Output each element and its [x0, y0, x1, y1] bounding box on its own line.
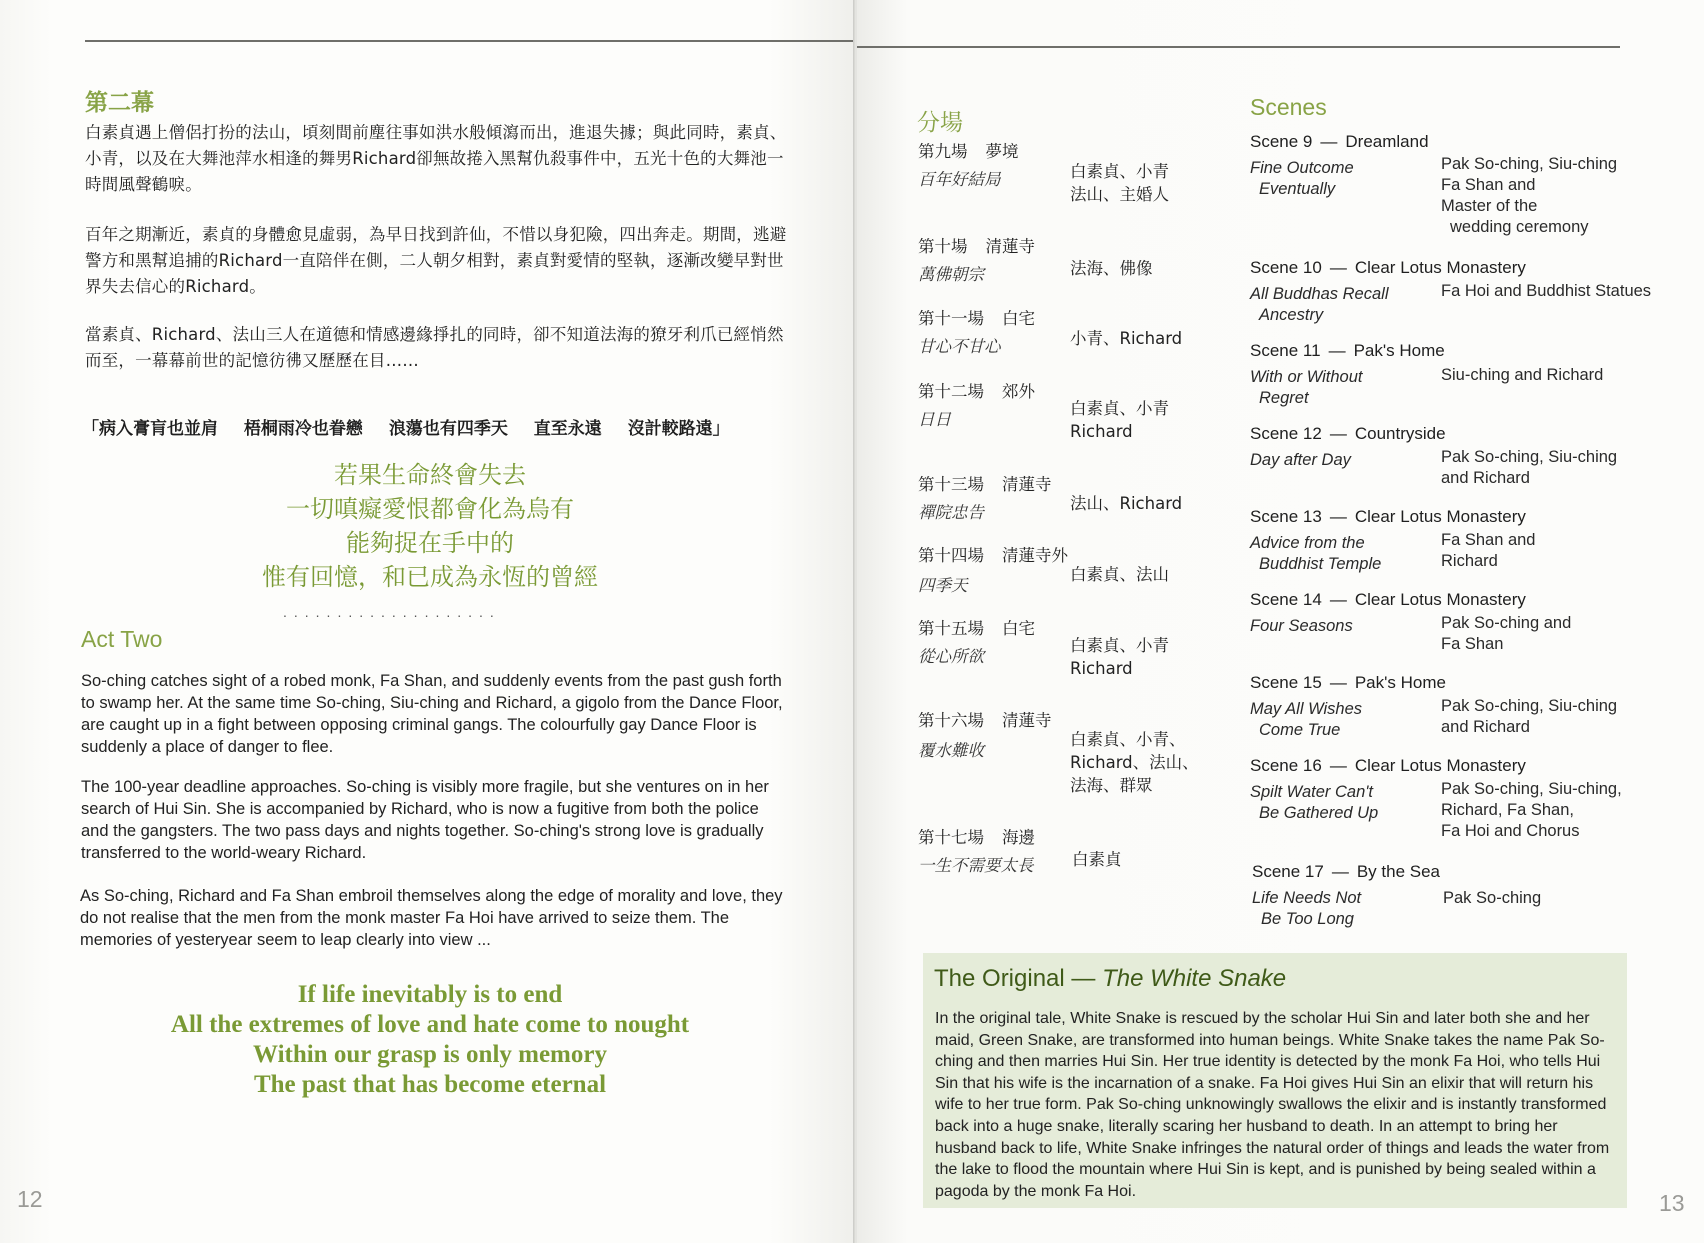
scene-place: By the Sea — [1356, 862, 1441, 881]
zh-scene-cast — [1070, 397, 1169, 443]
cast-line: 小青、Richard — [1070, 329, 1183, 348]
cast-line: Fa Shan and — [1441, 531, 1536, 549]
zh-scene-cast — [1070, 728, 1199, 797]
en-scene-title — [1250, 673, 1446, 693]
en-scene-subtitle — [1252, 888, 1361, 930]
cast-line: wedding ceremony — [1450, 218, 1589, 236]
cast-line: Master of the — [1441, 197, 1538, 215]
cast-line: Pak So-ching and — [1441, 614, 1572, 632]
zh-scene-item — [918, 617, 1035, 640]
scene-place: Clear Lotus Monastery — [1354, 258, 1526, 277]
en-scene-title — [1250, 258, 1526, 278]
scene-place: Clear Lotus Monastery — [1354, 507, 1526, 526]
zh-poem — [150, 458, 710, 594]
zh-scene-cast — [1070, 327, 1182, 350]
subtitle-line: Life Needs Not — [1252, 889, 1362, 907]
page-number-right: 13 — [1659, 1190, 1685, 1216]
zh-paragraph-2: 百年之期漸近，素貞的身體愈見虛弱，為早日找到許仙，不惜以身犯險，四出奔走。期間，逃避警方和黑幫追捕的Richard一直陪伴在側，二人朝夕相對，素貞對愛情的堅執，逐漸改變早對世界失去信心的Richard。 — [85, 225, 787, 296]
subtitle-line: Eventually — [1259, 180, 1336, 198]
en-scene-title — [1250, 756, 1526, 776]
zh-scene-number: 第十場 — [918, 237, 968, 256]
subtitle-line: Ancestry — [1259, 306, 1324, 324]
dash: — — [1328, 341, 1346, 360]
top-rule — [857, 46, 1620, 48]
en-scene-title — [1252, 862, 1440, 882]
scene-number: Scene 13 — [1250, 507, 1322, 526]
en-scene-title — [1250, 424, 1446, 444]
zh-scene-number: 第十一場 — [918, 309, 984, 328]
zh-paragraph-1: 白素貞遇上僧侶打扮的法山，頃刻間前塵往事如洪水般傾瀉而出，進退失據；與此同時，素貞、小青，以及在大舞池萍水相逢的舞男Richard卻無故捲入黑幫仇殺事件中，五光十色的大舞池一時間風聲鶴唳。 — [85, 123, 787, 194]
dash: — — [1329, 756, 1347, 775]
dash: — — [1329, 424, 1347, 443]
zh-scene-number: 第九場 — [918, 142, 968, 161]
cast-line: 白素貞、小青 — [1070, 399, 1169, 418]
en-scene-title — [1250, 507, 1526, 527]
cast-line: Fa Hoi and Chorus — [1441, 822, 1580, 840]
scene-number: Scene 15 — [1250, 673, 1322, 692]
en-paragraph-1: So-ching catches sight of a robed monk, Fa Shan, and suddenly events from the past gush forth to swamp her. At the same time So-ching, Siu-ching and Richard, a gigolo from the Dance Floor, are caught up in a fight between opposing criminal gangs. The colourfully gay Dance Floor is suddenly a place of danger to flee. — [81, 672, 783, 756]
poem-line: 惟有回憶，和已成為永恆的曾經 — [262, 563, 598, 591]
original-tale-title — [934, 965, 1286, 993]
zh-scene-cast — [1070, 563, 1169, 586]
en-scene-subtitle — [1250, 284, 1389, 326]
cast-line: 白素貞 — [1072, 850, 1122, 869]
zh-lyric-quote — [82, 414, 750, 439]
original-tale-box — [923, 953, 1627, 1208]
zh-scene-item — [918, 544, 1068, 567]
poem-line: All the extremes of love and hate come to nought — [170, 1011, 690, 1038]
lyric-phrase: 浪蕩也有四季天 — [388, 419, 508, 439]
poem-line: 一切嗔癡愛恨都會化為烏有 — [286, 495, 574, 523]
cast-line: Richard, Fa Shan, — [1441, 801, 1574, 819]
zh-scene-subtitle: 一生不需要太長 — [918, 856, 1034, 875]
cast-line: Richard、法山、 — [1070, 753, 1199, 772]
en-scene-cast — [1443, 888, 1541, 909]
subtitle-line: With or Without — [1250, 368, 1363, 386]
zh-scene-item — [918, 709, 1052, 732]
cast-line: Pak So-ching, Siu-ching — [1441, 697, 1618, 715]
scene-number: Scene 16 — [1250, 756, 1322, 775]
en-scene-cast — [1441, 154, 1617, 238]
en-scene-subtitle — [1250, 782, 1378, 824]
poem-line: 能夠捉在手中的 — [346, 529, 514, 557]
en-poem — [110, 980, 750, 1100]
cast-line: and Richard — [1441, 718, 1530, 736]
subtitle-line: Buddhist Temple — [1259, 555, 1382, 573]
zh-scene-item — [918, 380, 1035, 403]
scene-place: Pak's Home — [1353, 341, 1445, 360]
zh-scene-item — [918, 307, 1035, 330]
dash: — — [1329, 673, 1347, 692]
subtitle-line: Advice from the — [1250, 534, 1365, 552]
cast-line: 法山、Richard — [1070, 494, 1183, 513]
en-scene-title — [1250, 590, 1526, 610]
scene-number: Scene 17 — [1252, 862, 1324, 881]
dash: — — [1329, 590, 1347, 609]
top-rule — [85, 40, 855, 42]
en-scene-cast — [1441, 613, 1571, 655]
cast-line: 白素貞、小青、 — [1070, 730, 1186, 749]
zh-scene-place: 白宅 — [1002, 619, 1035, 638]
zh-scene-item — [918, 235, 1035, 258]
zh-scene-subtitle: 四季天 — [918, 576, 968, 595]
en-scene-cast — [1441, 365, 1603, 386]
en-scene-subtitle — [1250, 616, 1353, 637]
subtitle-line: Four Seasons — [1250, 617, 1353, 635]
zh-scene-place: 夢境 — [985, 142, 1019, 161]
scene-place: Pak's Home — [1354, 673, 1446, 692]
cast-line: Pak So-ching — [1443, 889, 1542, 907]
zh-scene-number: 第十四場 — [918, 546, 984, 565]
scene-number: Scene 11 — [1250, 341, 1321, 360]
zh-scene-subtitle: 覆水難收 — [918, 741, 984, 760]
zh-scene-cast — [1070, 492, 1182, 515]
page-number-left: 12 — [17, 1186, 43, 1212]
scene-number: Scene 14 — [1250, 590, 1322, 609]
zh-paragraph-3: 當素貞、Richard、法山三人在道德和情感邊緣掙扎的同時，卻不知道法海的獠牙利爪已經悄然而至，一幕幕前世的記憶彷彿又歷歷在目…… — [85, 325, 784, 370]
zh-scene-subtitle: 百年好結局 — [918, 170, 1001, 189]
poem-line: 若果生命終會失去 — [334, 461, 526, 489]
zh-scene-cast — [1070, 160, 1169, 206]
subtitle-line: Day after Day — [1250, 451, 1351, 469]
zh-scene-place: 清蓮寺 — [1002, 711, 1052, 730]
zh-scene-place: 清蓮寺 — [985, 237, 1035, 256]
zh-scene-cast — [1072, 848, 1122, 871]
zh-scene-item — [918, 473, 1052, 496]
cast-line: 白素貞、小青 — [1070, 636, 1169, 655]
dotted-separator: .................... — [283, 604, 501, 620]
en-scene-title — [1250, 132, 1429, 152]
zh-scene-number: 第十七場 — [918, 828, 984, 847]
cast-line: Fa Shan and — [1441, 176, 1536, 194]
original-tale-text: In the original tale, White Snake is rescued by the scholar Hui Sin and later both she and her maid, Green Snake, are transformed into human beings. White Snake takes the name Pak So-ching and then marries Hui Sin. Her true identity is detected by the monk Fa Hoi, who tells Hui Sin that his wife is the incarnation of a snake. Fa Hoi gives Hui Sin an elixir that will return his wife to her true form. Pak So-ching unknowingly swallows the elixir and is instantly transformed back into a huge snake, literally scaring her husband to death. In an attempt to bring her husband back to life, White Snake infringes the natural order of things and leads the water from the lake to flood the mountain where Hui Sin is kept, and is punished by being sealed within a pagoda by the monk Fa Hoi. — [935, 1010, 1610, 1200]
cast-line: 法海、佛像 — [1070, 259, 1153, 278]
zh-scene-cast — [1070, 257, 1153, 280]
cast-line: 法海、群眾 — [1070, 776, 1153, 795]
zh-scene-subtitle: 甘心不甘心 — [918, 337, 1001, 356]
scenes-heading-zh: 分場 — [917, 110, 963, 136]
poem-line: Within our grasp is only memory — [253, 1041, 607, 1068]
lyric-phrase: 沒計較路遠」 — [627, 419, 730, 439]
subtitle-line: Be Too Long — [1261, 910, 1354, 928]
zh-scene-number: 第十三場 — [918, 475, 984, 494]
zh-scene-number: 第十六場 — [918, 711, 984, 730]
en-scene-cast — [1441, 447, 1617, 489]
cast-line: 白素貞、小青 — [1070, 162, 1169, 181]
scene-place: Clear Lotus Monastery — [1354, 756, 1526, 775]
subtitle-line: All Buddhas Recall — [1250, 285, 1389, 303]
subtitle-line: Come True — [1259, 721, 1341, 739]
cast-line: Pak So-ching, Siu-ching — [1441, 448, 1618, 466]
dash: — — [1329, 258, 1347, 277]
en-scene-subtitle — [1250, 450, 1351, 471]
cast-line: Richard — [1070, 659, 1133, 678]
en-scene-subtitle — [1250, 158, 1354, 200]
cast-line: Richard — [1441, 552, 1498, 570]
subtitle-line: May All Wishes — [1250, 700, 1363, 718]
zh-scene-number: 第十二場 — [918, 382, 984, 401]
title-prefix: The Original — — [934, 965, 1096, 992]
zh-scene-place: 白宅 — [1002, 309, 1035, 328]
cast-line: 法山、主婚人 — [1070, 185, 1169, 204]
zh-scene-subtitle: 從心所欲 — [918, 647, 984, 666]
zh-scene-place: 清蓮寺 — [1002, 475, 1052, 494]
zh-scene-place: 郊外 — [1002, 382, 1035, 401]
subtitle-line: Fine Outcome — [1250, 159, 1354, 177]
cast-line: 白素貞、法山 — [1070, 565, 1169, 584]
zh-scene-subtitle: 日日 — [918, 410, 951, 429]
en-paragraph-2: The 100-year deadline approaches. So-ching is visibly more fragile, but she ventures on in her search of Hui Sin. She is accompanied by Richard, who is now a fugitive from both the police and the gangsters. The two pass days and nights together. So-ching's strong love is gradually transferred to the world-weary Richard. — [81, 778, 769, 862]
en-scene-subtitle — [1250, 533, 1381, 575]
scene-place: Clear Lotus Monastery — [1354, 590, 1526, 609]
subtitle-line: Spilt Water Can't — [1250, 783, 1373, 801]
scene-number: Scene 10 — [1250, 258, 1322, 277]
cast-line: Pak So-ching, Siu-ching — [1441, 155, 1618, 173]
poem-line: If life inevitably is to end — [297, 981, 563, 1008]
poem-line: The past that has become eternal — [253, 1071, 607, 1098]
zh-scene-item — [918, 140, 1019, 163]
en-scene-subtitle — [1250, 699, 1362, 741]
subtitle-line: Regret — [1259, 389, 1309, 407]
title-name: The White Snake — [1102, 965, 1287, 992]
scene-number: Scene 9 — [1250, 132, 1313, 151]
act-two-heading-en: Act Two — [81, 626, 163, 652]
lyric-phrase: 梧桐雨冷也眷戀 — [243, 419, 363, 439]
dash: — — [1320, 132, 1338, 151]
zh-scene-number: 第十五場 — [918, 619, 984, 638]
dash: — — [1329, 507, 1347, 526]
en-scene-cast — [1441, 530, 1536, 572]
en-scene-title — [1250, 341, 1445, 361]
zh-scene-place: 海邊 — [1002, 828, 1035, 847]
en-paragraph-3: As So-ching, Richard and Fa Shan embroil themselves along the edge of morality and love, they do not realise that the men from the monk master Fa Hoi have arrived to seize them. The memories of yesteryear seem to leap clearly into view ... — [80, 887, 783, 949]
subtitle-line: Be Gathered Up — [1259, 804, 1379, 822]
zh-scene-item — [918, 826, 1035, 849]
zh-scene-subtitle: 萬佛朝宗 — [918, 265, 984, 284]
en-scene-subtitle — [1250, 367, 1363, 409]
lyric-phrase: 直至永遠 — [533, 419, 602, 439]
scene-place: Countryside — [1354, 424, 1446, 443]
lyric-phrase: 「病入膏肓也並肩 — [82, 419, 218, 439]
scene-number: Scene 12 — [1250, 424, 1322, 443]
scenes-heading-en: Scenes — [1250, 94, 1327, 120]
dash: — — [1331, 862, 1349, 881]
cast-line: and Richard — [1441, 469, 1530, 487]
en-scene-cast — [1441, 696, 1617, 738]
cast-line: Richard — [1070, 422, 1133, 441]
cast-line: Fa Hoi and Buddhist Statues — [1441, 282, 1652, 300]
cast-line: Pak So-ching, Siu-ching, — [1441, 780, 1622, 798]
zh-scene-place: 清蓮寺外 — [1002, 546, 1068, 565]
en-scene-cast — [1441, 779, 1622, 842]
zh-scene-subtitle: 禪院忠告 — [918, 503, 984, 522]
cast-line: Siu-ching and Richard — [1441, 366, 1604, 384]
act-two-heading-zh: 第二幕 — [85, 90, 154, 116]
zh-scene-cast — [1070, 634, 1169, 680]
scene-place: Dreamland — [1345, 132, 1429, 151]
cast-line: Fa Shan — [1441, 635, 1504, 653]
en-scene-cast — [1441, 281, 1651, 302]
